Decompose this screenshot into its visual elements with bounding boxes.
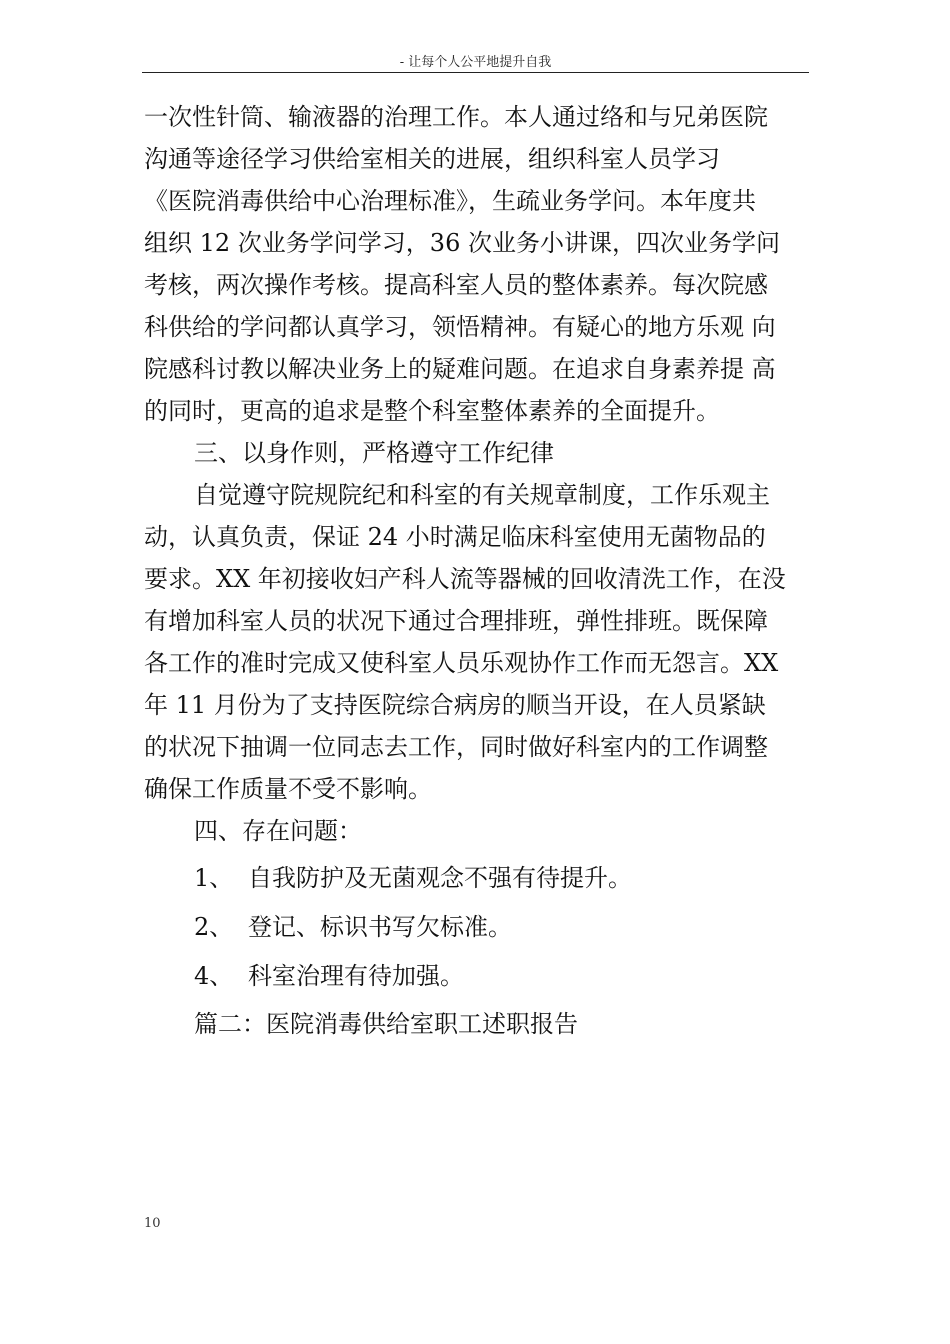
text-line: 自觉遵守院规院纪和科室的有关规章制度，工作乐观主 bbox=[194, 481, 770, 509]
text-line: 《医院消毒供给中心治理标准》，生疏业务学问。本年度共 bbox=[144, 187, 756, 215]
text-line: 沟通等途径学习供给室相关的进展，组织科室人员学习 bbox=[144, 145, 720, 173]
list-item-text: 登记、标识书写欠标准。 bbox=[248, 913, 512, 941]
problem-list bbox=[144, 854, 812, 1001]
header-rule bbox=[142, 72, 809, 73]
paragraph-continuation bbox=[144, 96, 812, 432]
text-line: 要求。XX 年初接收妇产科人流等器械的回收清洗工作，在没 bbox=[144, 565, 786, 593]
list-item-number: 4、 bbox=[194, 962, 234, 990]
document-body bbox=[144, 96, 812, 1047]
text-line: 年 11 月份为了支持医院综合病房的顺当开设，在人员紧缺 bbox=[144, 691, 766, 719]
text-line: 院感科讨教以解决业务上的疑难问题。在追求自身素养提 高 bbox=[144, 355, 776, 383]
text-line: 科供给的学问都认真学习，领悟精神。有疑心的地方乐观 向 bbox=[144, 313, 776, 341]
list-item bbox=[144, 903, 812, 952]
list-item bbox=[144, 854, 812, 903]
paragraph-discipline bbox=[144, 474, 812, 810]
list-item-number: 2、 bbox=[194, 913, 234, 941]
text-line: 确保工作质量不受不影响。 bbox=[144, 775, 432, 803]
list-item-text: 科室治理有待加强。 bbox=[248, 962, 464, 990]
text-line: 各工作的准时完成又使科室人员乐观协作工作而无怨言。XX bbox=[144, 649, 779, 677]
text-line: 考核，两次操作考核。提高科室人员的整体素养。每次院感 bbox=[144, 271, 768, 299]
list-item-text: 自我防护及无菌观念不强有待提升。 bbox=[248, 864, 632, 892]
list-item-number: 1、 bbox=[194, 864, 234, 892]
section-heading-3: 三、以身作则，严格遵守工作纪律 bbox=[194, 439, 554, 467]
page-header: - 让每个人公平地提升自我 bbox=[399, 55, 552, 70]
section-heading-4: 四、存在问题： bbox=[194, 817, 362, 845]
part-two-heading: 篇二：医院消毒供给室职工述职报告 bbox=[194, 1010, 578, 1038]
list-item bbox=[144, 952, 812, 1001]
page-number: 10 bbox=[144, 1216, 161, 1231]
text-line: 组织 12 次业务学问学习，36 次业务小讲课，四次业务学问 bbox=[144, 229, 780, 257]
text-line: 一次性针筒、输液器的治理工作。本人通过络和与兄弟医院 bbox=[144, 103, 768, 131]
text-line: 有增加科室人员的状况下通过合理排班，弹性排班。既保障 bbox=[144, 607, 768, 635]
text-line: 的状况下抽调一位同志去工作，同时做好科室内的工作调整 bbox=[144, 733, 768, 761]
text-line: 的同时，更高的追求是整个科室整体素养的全面提升。 bbox=[144, 397, 720, 425]
text-line: 动，认真负责，保证 24 小时满足临床科室使用无菌物品的 bbox=[144, 523, 766, 551]
